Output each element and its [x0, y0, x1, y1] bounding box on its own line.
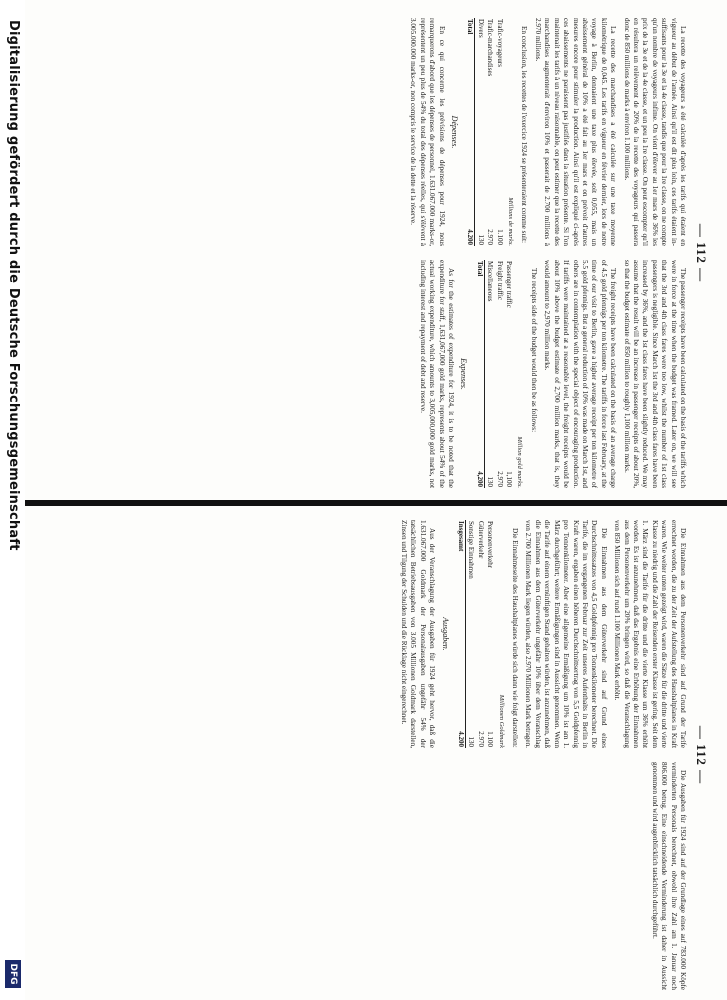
- digitization-footer: [0, 0, 25, 1000]
- table-total-row: Insgesamt 4.200: [457, 521, 466, 747]
- paragraph: The passenger receipts have been calculated on the basis of the tariffs which were in force at the time when the budget was framed. Later on, we will see that the 3rd and 4th class fares were too low, whilst the number of 1st class passengers is negligible. Since March 1st the 3rd and 4th class fares have been increased by 36%, and the 1st class fares have been slightly reduced. We may assume that the result will be an increase in passenger receipts of about 20%, so that the budget estimate of 850 million to roughly 1,100 million marks.: [622, 260, 687, 488]
- dfg-logo: DFG: [5, 960, 21, 988]
- french-column: [67, 18, 687, 246]
- page-number: — 112 —: [694, 725, 709, 785]
- table-row: Güterverkehr 2.970: [476, 521, 485, 747]
- table-unit: Millions de marks.: [507, 197, 515, 246]
- right-page: [49, 520, 709, 990]
- paragraph: As for the estimates of expenditure for 1924, it is to be noted that the expenditure for staff, 1,631,067,000 gold marks, represents about 54% of the actual working expenditure, which amounts to 3,005,000,000 gold marks, not including interest and repayment of debt and reserve.: [418, 260, 456, 488]
- table-unit: Million gold marks.: [516, 436, 524, 488]
- receipts-table: [456, 520, 495, 748]
- german-column-2: [67, 762, 687, 990]
- paragraph: En ce qui concerne les prévisions de dépenses pour 1924, nous remarquerons d'abord que les dépenses de personnel, 1.631.067.000 marks-or, représentent un peu plus de 54% du total des dépenses réelles, qui s'élèvent à 3.005.000.000 marks-or, non compris le service de la dette et la réserve.: [409, 18, 446, 246]
- page-number: — 112 —: [694, 223, 709, 283]
- paragraph: Die Einnahmen aus dem Personenverkehr sind auf Grund der Tarife errechnet worden, die zu der Zeit der Aufstellung des Haushaltplanes in Kraft waren. Wie weiter unten gezeigt wird, waren die Sätze für die dritte und vierte Klasse zu niedrig und die Zahl der Reisenden erster Klasse ist gering. Seit dem 1. März sind die Tarife für die dritte und die vierte Klasse um 36% erhöht worden. Es ist anzunehmen, daß das Ergebnis eine Erhöhung der Einnahmen aus dem Personenverkehr um 20% bringen wird, so daß die Veranschlagung von 850 Millionen sich auf rund 1.100 Millionen Mark erhöht.: [613, 520, 687, 748]
- page-gutter: [0, 500, 727, 506]
- english-column: [67, 260, 687, 488]
- paragraph: Die Ausgaben für 1924 sind auf der Grundlage eines auf 783.000 Köpfe verminderten Personals berechnet, obwohl ihre Zahl am 1. Januar noch 806.000 betrug. Eine einschneidende Verminderung ist daher in Aussicht genommen und wird augenblicklich tatsächlich durchgeführt.: [650, 762, 687, 990]
- paragraph: La recette des marchandises a été calculée sur une taxe moyenne kilométrique de 0,045. Les tarifs en vigueur en février dernier, lors de notre voyage à Berlin, donnaient une taxe plus élevée, soit 0,055, mais un abaissement général de 10% a été fait au 1er mars et on prévoit d'autres mesures encore pour stimuler la production. Ainsi qu'il est expliqué ci-après ces abaissements ne paraissent pas justifiés dans la situation présente. Si l'on maintenait les tarifs à un niveau raisonnable, on peut estimer que la recette des marchandises augmenterait d'environ 10% et passerait de 2.700 millions à 2.970 millions.: [533, 18, 618, 246]
- table-row: Freight traffic 2,970: [495, 261, 504, 487]
- paragraph: Die Einnahmeseite des Haushaltplanes würde sich dann wie folgt darstellen:: [511, 528, 520, 748]
- paragraph: La recette des voyageurs a été calculée d'après les tarifs qui étaient en vigueur au début de l'année. Ainsi qu'il est dit plus loin, ces tarifs étaient in-suffisants pour la 3e et la 4e classe, tandis que pour la 1re classe, on ne compte qu'un nombre de voyageurs infime. On vient d'élever au 1er mars de 36% les prix de la 3e et de la 4e classe, et un peu la 1re classe. On peut escompter qu'il en résultera un relèvement de 20% de la recette des voyageurs qui passera donc de 850 millions de marks à environ 1.100 millions.: [622, 18, 687, 246]
- table-row: Trafic-voyageurs 1.100: [495, 19, 504, 245]
- section-heading: Ausgaben.: [440, 617, 450, 651]
- receipts-table: [474, 260, 513, 488]
- paragraph: Aus der Veranschlagung der Ausgaben für 1924 geht hervor, daß die 1.631.067.000 Goldmark der Personalausgaben ungefähr 54% der tatsächlichen Betriebsausgaben von 3.005 Millionen Goldmark darstellen, Zinsen und Tilgung der Schulden und die Rücklage nicht eingerechnet.: [400, 520, 437, 748]
- table-row: Sonstige Einnahmen 130: [467, 521, 476, 747]
- paragraph: The freight receipts have been calculated on the basis of an average charge of 4.5 gold pfennigs per ton kilometre. The tariffs in force last February, at the time of our visit to Berlin, gave a higher average receipt per ton kilometre of 5.5 gold pfennigs. But a general reduction of 10% was made on March 1st, and others are in contemplation with the special object of encouraging production. If tariffs were maintained at a reasonable level, the freight receipts would be about 10% above the budget estimate of 2,700 million marks, that is, they would amount to 2,970 million marks.: [543, 260, 618, 488]
- table-row: Trafic-marchandises 2.970: [486, 19, 495, 245]
- table-row: Passenger traffic 1,100: [505, 261, 514, 487]
- paragraph: Die Einnahmen aus dem Güterverkehr sind auf Grund eines Durchschnittssatzes von 4,5 Goldpfennig pro Tonnenkilometer berechnet. Die Tarife, die im vergangenen Februar zur Zeit unseres Aufenthalts in Berlin in Kraft waren, ergaben einen höheren Durchschnittsertrag von 5,5 Goldpfennig pro Tonnenkilometer. Aber eine allgemeine Ermäßigung um 10% ist am 1. März durchgeführt; weitere Ermäßigungen sind in Aussicht genommen. Wenn die Tarife auf einem vernünftigen Stand gehalten würden, ist anzunehmen, daß die Einnahmen aus dem Güterverkehr ungefähr 10% über dem Voranschlag von 2.700 Millionen Mark liegen würden, also 2.970 Millionen Mark betragen.: [524, 520, 608, 748]
- footer-text: Digitalisierung gefördert durch die Deutsche Forschungsgemeinschaft: [6, 20, 21, 551]
- section-heading: Dépenses.: [450, 115, 460, 149]
- table-row: Divers 130: [476, 19, 485, 245]
- table-total-row: Total 4,200: [475, 261, 484, 487]
- left-page: [49, 18, 709, 488]
- receipts-table: [465, 18, 504, 246]
- table-total-row: Total 4.200: [466, 19, 475, 245]
- section-heading: Expenses.: [459, 358, 469, 390]
- paragraph: En conclusion, les recettes de l'exercice 1924 se présenteraient comme suit:: [520, 26, 529, 244]
- german-column: [67, 520, 687, 748]
- table-unit: Millionen Goldmark: [497, 694, 505, 748]
- table-row: Miscellaneous 130: [486, 261, 495, 487]
- paragraph: The receipts side of the budget would then be as follows:: [529, 268, 538, 433]
- table-row: Personenverkehr 1.100: [486, 521, 495, 747]
